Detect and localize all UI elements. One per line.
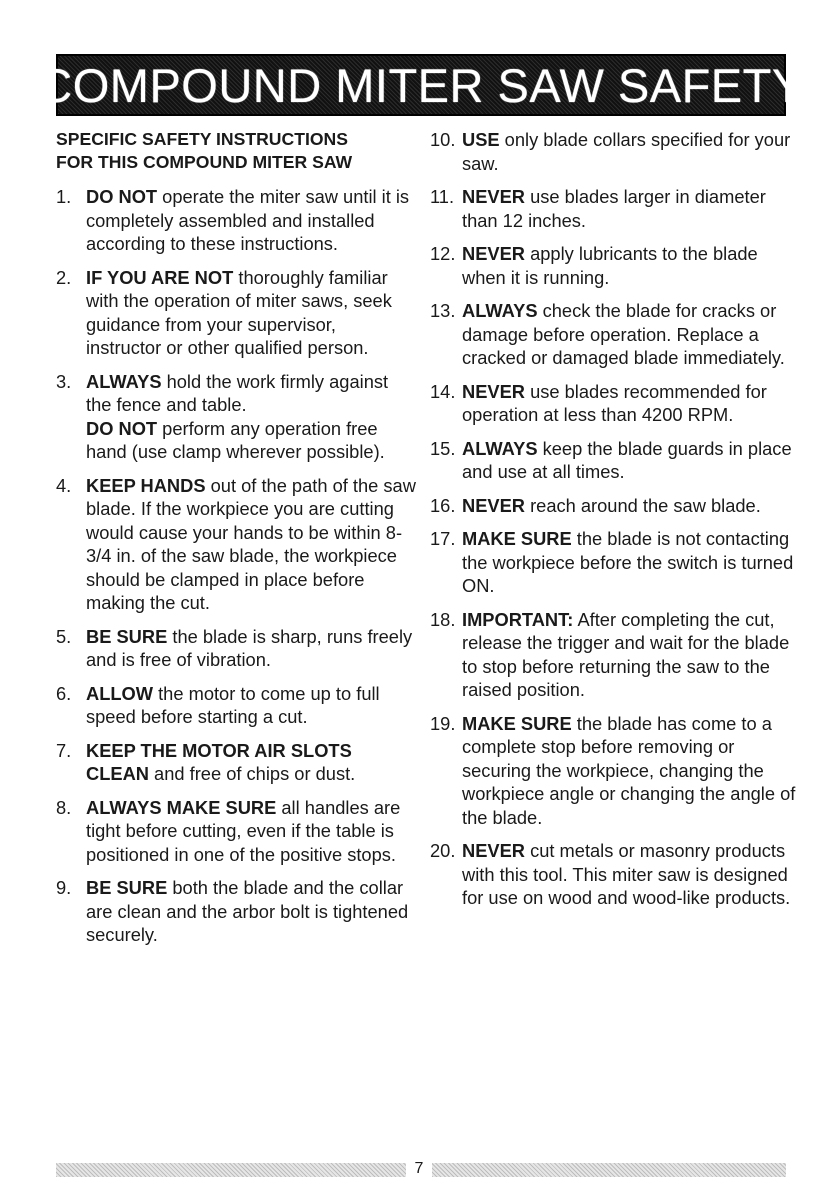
page-title: COMPOUND MITER SAW SAFETY [38,58,804,112]
item-keyword: NEVER [462,380,525,402]
item-number: 9. [56,877,72,898]
item-keyword-2: DO NOT [86,417,158,439]
item-text: hold the work firmly against the fence and table. [86,370,389,415]
item-number: 2. [56,266,72,288]
safety-item-2 [56,266,416,360]
safety-item-11 [430,185,798,232]
item-text: only blade collars specified for your saw. [462,129,791,174]
item-number: 1. [56,186,72,207]
item-text: operate the miter saw until it is completely assembled and installed according to these instructions. [86,186,410,254]
item-text: cut metals or masonry products with this tool. This miter saw is designed for use on wood and wood-like products. [462,840,791,908]
item-subline [86,417,416,464]
page-number: 7 [414,1160,424,1177]
item-keyword: ALWAYS MAKE SURE [86,796,277,818]
item-text: use blades recommended for operation at less than 4200 RPM. [462,380,767,425]
item-keyword: NEVER [462,186,525,207]
safety-item-3 [56,370,416,464]
item-text: the blade is not contacting the workpiece before the switch is turned ON. [462,528,794,596]
item-number: 16. [430,494,456,516]
item-keyword: ALLOW [86,682,154,704]
safety-item-19 [430,712,798,830]
item-number: 8. [56,796,72,818]
item-number: 18. [430,608,456,630]
item-number: 5. [56,625,72,647]
safety-item-10 [430,128,798,175]
footer-bar-left [56,1163,406,1177]
item-number: 4. [56,474,72,496]
item-keyword: KEEP THE MOTOR AIR SLOTS CLEAN [86,739,352,784]
item-number: 6. [56,682,72,704]
item-text: both the blade and the collar are clean and the arbor bolt is tightened securely. [86,877,409,945]
item-keyword: MAKE SURE [462,712,572,734]
item-text: keep the blade guards in place and use at all times. [462,437,792,482]
item-text: thoroughly familiar with the operation of miter saws, seek guidance from your supervisor, instructor or other qualified person. [86,266,392,358]
item-text: use blades larger in diameter than 12 inches. [462,186,766,231]
safety-item-17 [430,527,798,598]
footer-bar-right [432,1163,786,1177]
page-footer [56,1160,786,1177]
safety-item-14 [430,380,798,427]
item-number: 10. [430,129,456,150]
safety-item-12 [430,242,798,289]
item-number: 3. [56,370,72,392]
item-text: check the blade for cracks or damage before operation. Replace a cracked or damaged blade immediately. [462,300,785,368]
item-number: 15. [430,437,456,459]
safety-item-16 [430,494,798,518]
item-text-2: perform any operation free hand (use clamp wherever possible). [86,417,385,462]
item-number: 20. [430,840,456,861]
item-keyword: ALWAYS [462,437,538,459]
item-text: all handles are tight before cutting, even if the table is positioned in one of the positive stops. [86,796,401,865]
safety-item-8 [56,796,416,867]
item-keyword: IMPORTANT: [462,608,574,630]
item-text: apply lubricants to the blade when it is running. [462,243,758,288]
item-number: 12. [430,243,456,264]
item-keyword: BE SURE [86,877,168,898]
item-number: 17. [430,528,456,549]
item-keyword: USE [462,129,500,150]
item-text: the blade has come to a complete stop before removing or securing the workpiece, changing the workpiece angle or changing the angle of the blade. [462,712,796,828]
item-text: After completing the cut, release the trigger and wait for the blade to stop before returning the saw to the raised position. [462,608,790,700]
item-keyword: ALWAYS [86,370,162,392]
item-keyword: BE SURE [86,625,168,647]
safety-item-4 [56,474,416,615]
item-text: out of the path of the saw blade. If the workpiece you are cutting would cause your hands to be within 8-3/4 in. of the saw blade, the workpiece should be clamped in place before making the cut. [86,474,416,613]
safety-item-15 [430,437,798,484]
safety-item-7 [56,739,416,786]
item-number: 7. [56,739,72,761]
item-number: 14. [430,380,456,402]
item-keyword: DO NOT [86,186,158,207]
left-column [56,128,416,957]
safety-item-18 [430,608,798,702]
item-text: the motor to come up to full speed before starting a cut. [86,682,380,727]
item-number: 19. [430,712,456,734]
item-keyword: KEEP HANDS [86,474,206,496]
item-keyword: NEVER [462,243,525,264]
section-heading-line-2: FOR THIS COMPOUND MITER SAW [56,152,353,172]
section-heading [56,128,416,174]
safety-item-1 [56,185,416,256]
item-text: reach around the saw blade. [525,494,761,516]
item-keyword: IF YOU ARE NOT [86,266,234,288]
safety-item-5 [56,625,416,672]
item-number: 13. [430,300,456,321]
item-text: and free of chips or dust. [148,763,356,784]
safety-item-13 [430,299,798,370]
item-number: 11. [430,186,455,207]
item-keyword: ALWAYS [462,300,538,321]
item-keyword: NEVER [462,494,525,516]
safety-item-9 [56,876,416,947]
item-text: the blade is sharp, runs freely and is free of vibration. [86,625,413,670]
safety-item-20 [430,839,798,910]
title-banner [38,54,804,116]
right-column [430,128,798,920]
item-keyword: NEVER [462,840,525,861]
item-keyword: MAKE SURE [462,528,572,549]
safety-item-6 [56,682,416,729]
section-heading-line-1: SPECIFIC SAFETY INSTRUCTIONS [56,129,348,149]
